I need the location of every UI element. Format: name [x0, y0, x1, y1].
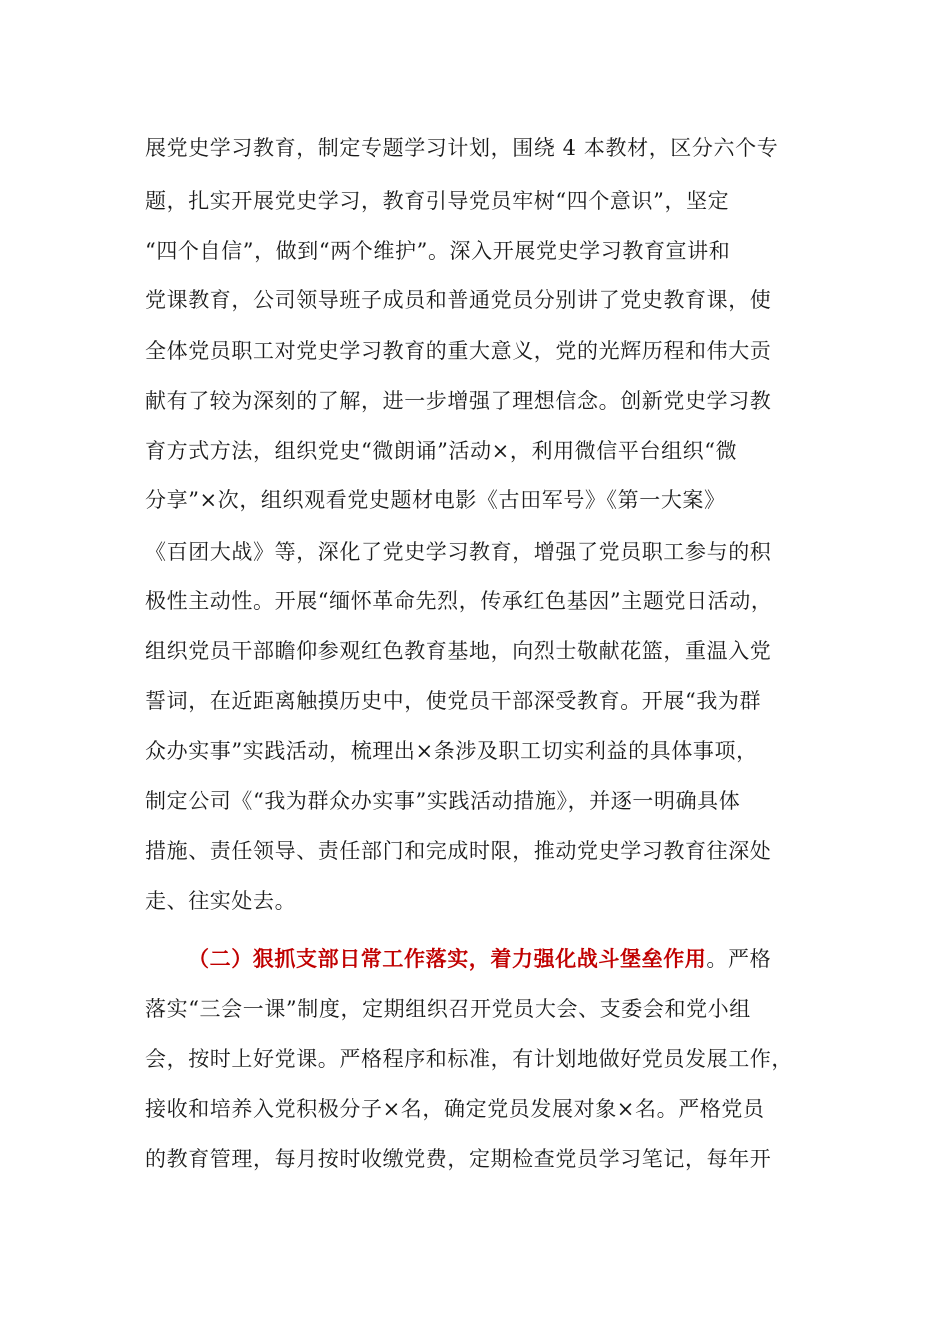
body-text-line: 党课教育，公司领导班子成员和普通党员分别讲了党史教育课，使 — [145, 288, 772, 312]
body-text-line: 展党史学习教育，制定专题学习计划，围绕 4 本教材，区分六个专 — [145, 136, 779, 160]
section-heading-line — [188, 944, 810, 974]
body-text-line: 落实“三会一课”制度，定期组织召开党员大会、支委会和党小组 — [145, 997, 751, 1021]
body-text-line: 育方式方法，组织党史“微朗诵”活动×，利用微信平台组织“微 — [145, 439, 738, 463]
body-text-line: 制定公司《“我为群众办实事”实践活动措施》，并逐一明确具体 — [145, 789, 741, 813]
section-heading-continuation: 。严格 — [706, 947, 772, 971]
body-text-line: 会，按时上好党课。严格程序和标准，有计划地做好党员发展工作， — [145, 1047, 793, 1071]
body-text-line: 誓词，在近距离触摸历史中，使党员干部深受教育。开展“我为群 — [145, 689, 762, 713]
body-text-line: 措施、责任领导、责任部门和完成时限，推动党史学习教育往深处 — [145, 839, 772, 863]
body-text-line: 众办实事”实践活动，梳理出×条涉及职工切实利益的具体事项， — [145, 739, 758, 763]
body-text-line: 的教育管理，每月按时收缴党费，定期检查党员学习笔记，每年开 — [145, 1147, 772, 1171]
body-text-line: 极性主动性。开展“缅怀革命先烈，传承红色基因”主题党日活动， — [145, 589, 773, 613]
body-text-line: 《百团大战》等，深化了党史学习教育，增强了党员职工参与的积 — [145, 540, 772, 564]
body-text-line: 题，扎实开展党史学习，教育引导党员牢树“四个意识”，坚定 — [145, 189, 730, 213]
body-text-line: 分享”×次，组织观看党史题材电影《古田军号》《第一大案》 — [145, 488, 726, 512]
section-heading: （二）狠抓支部日常工作落实，着力强化战斗堡垒作用 — [188, 947, 707, 971]
body-text-line: 全体党员职工对党史学习教育的重大意义，党的光辉历程和伟大贡 — [145, 339, 772, 363]
body-text-line: 走、往实处去。 — [145, 889, 297, 913]
body-text-line: 组织党员干部瞻仰参观红色教育基地，向烈士敬献花篮，重温入党 — [145, 639, 772, 663]
body-text-line: 献有了较为深刻的了解，进一步增强了理想信念。创新党史学习教 — [145, 389, 772, 413]
body-text-line: “四个自信”，做到“两个维护”。深入开展党史学习教育宣讲和 — [145, 239, 731, 263]
body-text-line: 接收和培养入党积极分子×名，确定党员发展对象×名。严格党员 — [145, 1097, 765, 1121]
